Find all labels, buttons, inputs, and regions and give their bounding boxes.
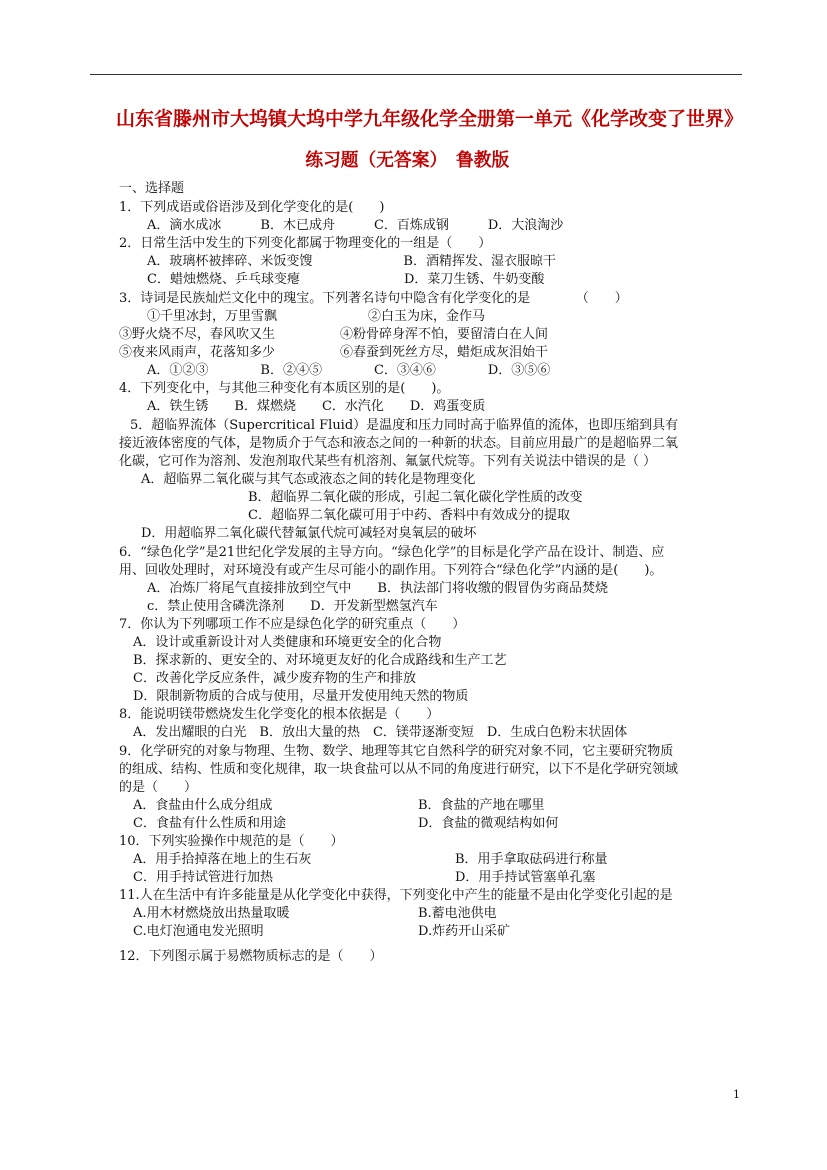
question-7-option-a: A．设计或重新设计对人类健康和环境更安全的化合物 (133, 635, 442, 650)
question-8-options: A．发出耀眼的白光 B．放出大量的热 C．镁带逐渐变短 D．生成白色粉末状固体 (133, 725, 628, 740)
question-9-option-d: D．食盐的微观结构如何 (418, 816, 559, 831)
question-9-line3: 的是（ ） (119, 780, 198, 795)
question-11-option-c: C.电灯泡通电发光照明 (133, 924, 264, 939)
page-number: 1 (733, 1088, 740, 1101)
question-9-option-c: C．食盐有什么性质和用途 (133, 816, 286, 831)
question-5-option-b: B．超临界二氧化碳的形成，引起二氧化碳化学性质的改变 (248, 490, 583, 505)
question-5-line1: 5．超临界流体（Supercritical Fluid）是温度和压力同时高于临界值的流体，也即压缩到具有 (130, 418, 679, 433)
question-1-options: A．滴水成冰 B．木已成舟 C．百炼成钢 D．大浪淘沙 (147, 218, 564, 233)
question-9-line2: 的组成、结构、性质和变化规律，取一块食盐可以从不同的角度进行研究，以下不是化学研究领域 (119, 762, 679, 777)
question-9-option-a: A．食盐由什么成分组成 (133, 798, 273, 813)
question-11: 11.人在生活中有许多能量是从化学变化中获得，下列变化中产生的能量不是由化学变化引起的是 (119, 888, 673, 903)
question-3-poem-56: ⑤夜来风雨声，花落知多少 ⑥春蚕到死丝方尽，蜡炬成灰泪始干 (119, 345, 549, 360)
question-3-options: A．①②③ B．②④⑤ C．③④⑥ D．③⑤⑥ (147, 363, 551, 378)
question-5-option-c: C．超临界二氧化碳可用于中药、香料中有效成分的提取 (248, 508, 570, 523)
question-6-line2: 用、回收处理时，对环境没有或产生尽可能小的副作用。下列符合“绿色化学”内涵的是( )。 (119, 563, 663, 578)
question-2-options-ab: A．玻璃杯被摔碎、米饭变馊 B．酒精挥发、湿衣服晾干 (147, 254, 556, 269)
question-5-line2: 接近液体密度的气体，是物质介于气态和液态之间的一种新的状态。目前应用最广的是超临界二氧 (119, 436, 679, 451)
question-5-option-a: A．超临界二氧化碳与其气态或液态之间的转化是物理变化 (141, 472, 476, 487)
question-11-option-a: A.用木材燃烧放出热量取暖 (133, 906, 290, 921)
question-6-line1: 6．“绿色化学”是21世纪化学发展的主导方向。“绿色化学”的目标是化学产品在设计、制造、应 (119, 545, 665, 560)
question-3: 3．诗词是民族灿烂文化中的瑰宝。下列著名诗句中隐含有化学变化的是 （ ） (119, 291, 628, 306)
question-1: 1．下列成语或俗语涉及到化学变化的是( ) (119, 200, 385, 215)
question-10-option-d: D．用手持试管塞单孔塞 (455, 870, 596, 885)
question-3-poem-12: ①千里冰封，万里雪飘 ②白玉为床，金作马 (147, 309, 486, 324)
question-5-option-d: D．用超临界二氧化碳代替氟氯代烷可减轻对臭氧层的破坏 (141, 526, 477, 541)
question-2: 2．日常生活中发生的下列变化都属于物理变化的一组是（ ） (119, 236, 492, 251)
header-rule (90, 74, 742, 75)
question-7-option-d: D．限制新物质的合成与使用，尽量开发使用纯天然的物质 (133, 689, 469, 704)
document-title-line2: 练习题（无答案） 鲁教版 (305, 150, 510, 171)
question-3-poem-34: ③野火烧不尽，春风吹又生 ④粉骨碎身浑不怕，要留清白在人间 (119, 327, 549, 342)
question-7-option-c: C．改善化学反应条件，减少废弃物的生产和排放 (133, 671, 416, 686)
document-title-line1: 山东省滕州市大坞镇大坞中学九年级化学全册第一单元《化学改变了世界》 (116, 108, 744, 130)
question-8: 8．能说明镁带燃烧发生化学变化的根本依据是（ ） (119, 707, 440, 722)
question-7: 7．你认为下列哪项工作不应是绿色化学的研究重点（ ） (119, 617, 466, 632)
question-10: 10．下列实验操作中规范的是（ ） (119, 834, 344, 849)
question-11-option-d: D.炸药开山采矿 (418, 924, 511, 939)
question-10-option-c: C．用手持试管进行加热 (133, 870, 273, 885)
question-11-option-b: B.蓄电池供电 (418, 906, 497, 921)
question-4-options: A．铁生锈 B．煤燃烧 C．水汽化 D．鸡蛋变质 (147, 399, 486, 414)
question-10-option-b: B．用手拿取砝码进行称量 (455, 852, 608, 867)
question-12: 12．下列图示属于易燃物质标志的是（ ） (119, 949, 383, 964)
question-10-option-a: A．用手拾掉落在地上的生石灰 (133, 852, 312, 867)
question-9-line1: 9．化学研究的对象与物理、生物、数学、地理等其它自然科学的研究对象不同，它主要研究物质 (119, 744, 674, 759)
question-5-line3: 化碳，它可作为溶剂、发泡剂取代某些有机溶剂、氟氯代烷等。下列有关说法中错误的是（ ） (119, 454, 657, 469)
question-9-option-b: B．食盐的产地在哪里 (418, 798, 545, 813)
question-6-options-cd: c．禁止使用含磷洗涤剂 D．开发新型燃氢汽车 (147, 599, 438, 614)
section-heading: 一、选择题 (119, 181, 185, 196)
question-4: 4．下列变化中，与其他三种变化有本质区别的是( )。 (119, 381, 450, 396)
question-2-options-cd: C．蜡烛燃烧、乒乓球变瘪 D．菜刀生锈、牛奶变酸 (147, 272, 545, 287)
question-7-option-b: B．探求新的、更安全的、对环境更友好的化合成路线和生产工艺 (133, 653, 507, 668)
question-6-options-ab: A．冶炼厂将尾气直接排放到空气中 B．执法部门将收缴的假冒伪劣商品焚烧 (147, 581, 608, 596)
